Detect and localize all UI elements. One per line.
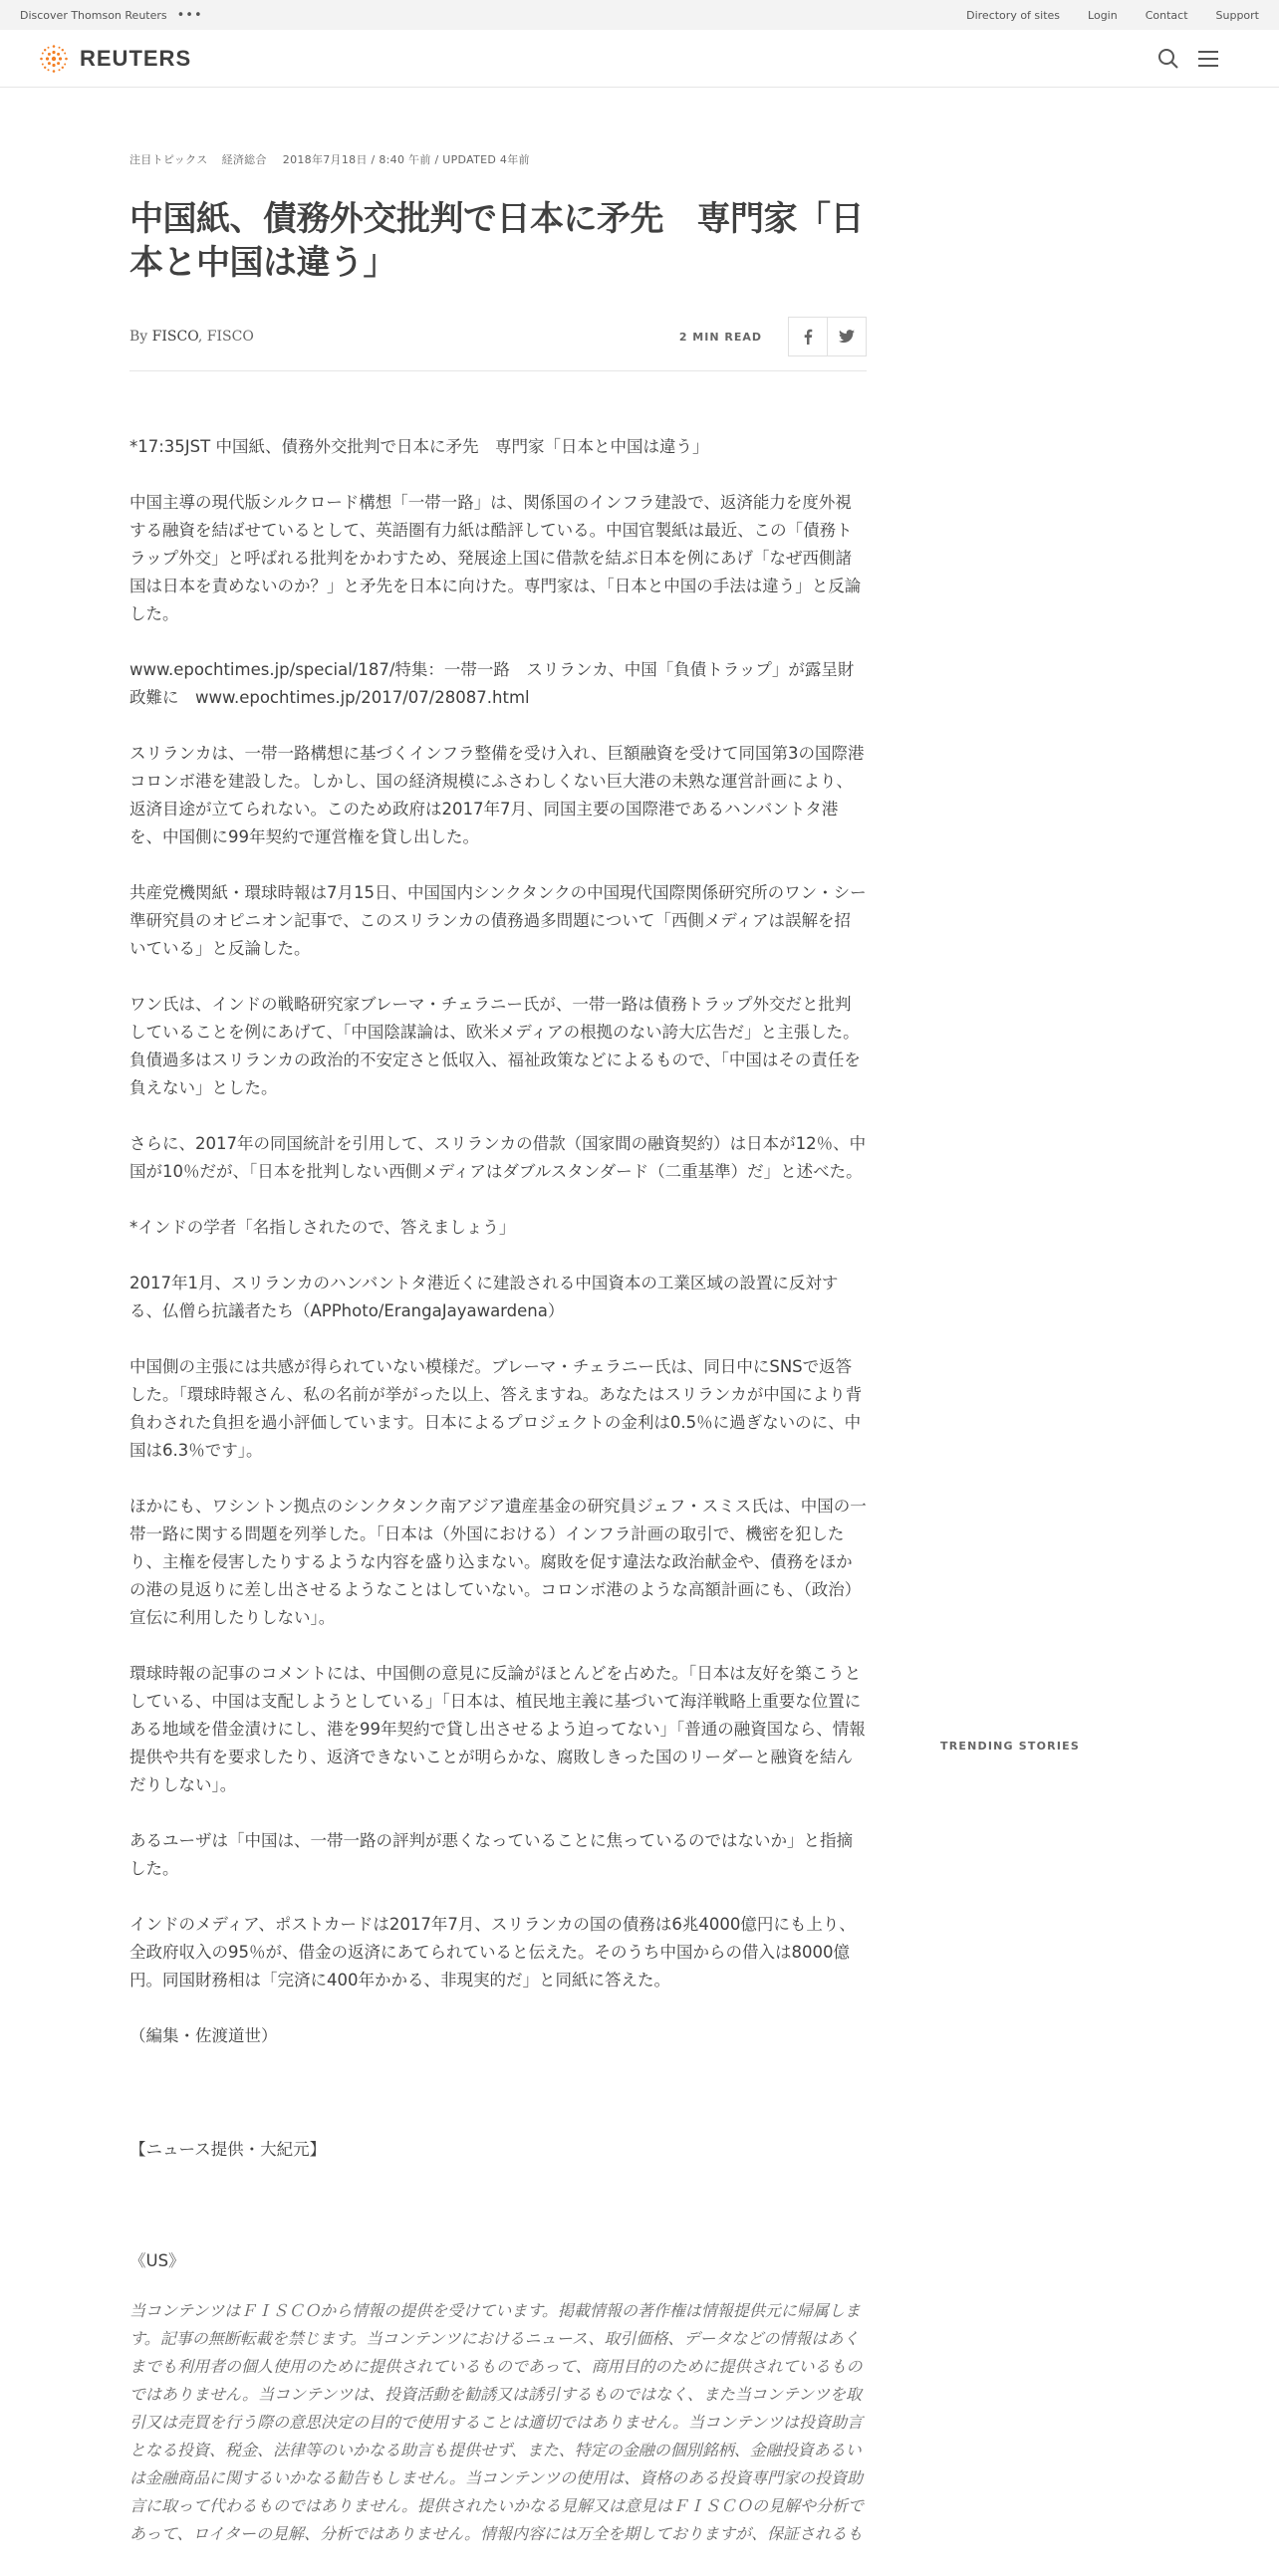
facebook-share-button[interactable] <box>789 318 827 355</box>
byline-row <box>129 317 867 371</box>
author-source: , FISCO <box>197 329 254 345</box>
author-link[interactable]: FISCO <box>151 329 198 345</box>
hamburger-menu-icon[interactable] <box>1197 49 1219 69</box>
disclaimer: 当コンテンツはＦＩＳＣＯから情報の提供を受けています。掲載情報の著作権は情報提供元に帰属します。記事の無断転載を禁じます。当コンテンツにおけるニュース、取引価格、データなどの情報はあくまでも利用者の個人使用のために提供されているものであって、商用目的のために提供されているものではありません。当コンテンツは、投資活動を勧誘又は誘引するものではなく、また当コンテンツを取引又は売買を行う際の意思決定の目的で使用することは適切ではありません。当コンテンツは投資助言となる投資、税金、法律等のいかなる助言も提供せず、また、特定の金融の個別銘柄、金融投資あるいは金融商品に関するいかなる勧告もしません。当コンテンツの使用は、資格のある投資専門家の投資助言に取って代わるものではありません。提供されたいかなる見解又は意見はＦＩＳＣＯの見解や分析であって、ロイターの見解、分析ではありません。情報内容には万全を期しておりますが、保証されるも <box>129 2301 864 2543</box>
login-link[interactable]: Login <box>1088 8 1118 22</box>
article-paragraph: さらに、2017年の同国統計を引用して、スリランカの借款（国家間の融資契約）は日本が12％、中国が10％だが、「日本を批判しない西側メディアはダブルスタンダード（二重基準）だ」と述べた。 <box>129 1134 867 1181</box>
article-meta <box>129 151 867 167</box>
article-paragraph: 環球時報の記事のコメントには、中国側の意見に反論がほとんどを占めた。「日本は友好を築こうとしている、中国は支配しようとしている」「日本は、植民地主義に基づいて海洋戦略上重要な位置にある地域を借金漬けにし、港を99年契約で貸し出させるよう迫ってない」「普通の融資国なら、情報提供や共有を要求したり、返済できないことが明らかな、腐敗しきった国のリーダーと融資を結んだりしない」。 <box>129 1664 866 1794</box>
article-paragraph: 中国側の主張には共感が得られていない模様だ。ブレーマ・チェラニー氏は、同日中にSNSで返答した。「環球時報さん、私の名前が挙がった以上、答えますね。あなたはスリランカが中国により背負わされた負担を過小評価しています。日本によるプロジェクトの金利は0.5％に過ぎないのに、中国は6.3％です」。 <box>129 1357 863 1460</box>
article-title: 中国紙、債務外交批判で日本に矛先 専門家「日本と中国は違う」 <box>129 199 864 283</box>
article-paragraph: 共産党機関紙・環球時報は7月15日、中国国内シンクタンクの中国現代国際関係研究所のワン・シー準研究員のオピニオン記事で、このスリランカの債務過多問題について「西側メディアは誤解を招いている」と反論した。 <box>129 883 867 958</box>
twitter-share-button[interactable] <box>827 318 866 355</box>
category-link[interactable]: 注目トピックス <box>129 153 208 166</box>
article-subheading: *インドの学者「名指しされたので、答えましょう」 <box>129 1218 516 1237</box>
article-body <box>129 433 867 2548</box>
article-paragraph: ワン氏は、インドの戦略研究家ブレーマ・チェラニー氏が、一帯一路は債務トラップ外交だと批判していることを例にあげて、「中国陰謀論は、欧米メディアの根拠のない誇大広告だ」と主張した。負債過多はスリランカの政治的不安定さと低収入、福祉政策などによるもので、「中国はその責任を負えない」とした。 <box>129 995 861 1097</box>
trending-stories-label: TRENDING STORIES <box>940 1740 1080 1753</box>
article-timestamp: 2018年7月18日 / 8:40 午前 / UPDATED 4年前 <box>282 153 530 166</box>
support-link[interactable]: Support <box>1215 8 1259 22</box>
twitter-icon <box>839 330 855 344</box>
editor-credit: （編集・佐渡道世） <box>129 2026 278 2045</box>
article-paragraph: スリランカは、一帯一路構想に基づくインフラ整備を受け入れ、巨額融資を受けて同国第3の国際港コロンボ港を建設した。しかし、国の経済規模にふさわしくない巨大港の未熟な運営計画により、返済目途が立てられない。このため政府は2017年7月、同国主要の国際港であるハンバントタ港を、中国側に99年契約で運営権を貸し出した。 <box>129 744 865 846</box>
article-paragraph-links[interactable]: www.epochtimes.jp/special/187/特集：一帯一路 スリランカ、中国「負債トラップ」が露呈財政難に www.epochtimes.jp/2017/07/28087.html <box>129 660 855 707</box>
site-header <box>0 30 1279 88</box>
discover-link[interactable]: Discover Thomson Reuters <box>20 8 167 22</box>
directory-link[interactable]: Directory of sites <box>966 8 1061 22</box>
article-paragraph: ほかにも、ワシントン拠点のシンクタンク南アジア遺産基金の研究員ジェフ・スミス氏は、中国の一帯一路に関する問題を列挙した。「日本は（外国における）インフラ計画の取引で、機密を犯したり、主権を侵害したりするような内容を盛り込まない。腐敗を促す違法な政治献金や、債務をほかの港の見返りに差し出させるようなことはしていない。コロンボ港のような高額計画にも、（政治）宣伝に利用したりしない」。 <box>129 1497 867 1627</box>
article <box>129 151 867 2576</box>
reuters-logo[interactable] <box>38 43 191 75</box>
byline-prefix: By <box>129 329 148 345</box>
contact-link[interactable]: Contact <box>1145 8 1188 22</box>
logo-wordmark: REUTERS <box>80 45 192 71</box>
more-icon[interactable]: ••• <box>176 7 203 23</box>
news-source: 【ニュース提供・大紀元】 <box>129 2140 327 2159</box>
article-tag: 《US》 <box>129 2251 185 2270</box>
top-utility-bar <box>0 0 1279 30</box>
article-paragraph: インドのメディア、ポストカードは2017年7月、スリランカの国の債務は6兆4000億円にも上り、全政府収入の95％が、借金の返済にあてられていると伝えた。そのうち中国からの借入は8000億円。同国財務相は「完済に400年かかる、非現実的だ」と同紙に答えた。 <box>129 1915 856 1990</box>
read-time: 2 MIN READ <box>678 330 762 344</box>
search-icon[interactable] <box>1157 48 1179 70</box>
article-paragraph: 中国主導の現代版シルクロード構想「一帯一路」は、関係国のインフラ建設で、返済能力を度外視する融資を結ばせているとして、英語圏有力紙は酷評している。中国官製紙は最近、この「債務トラップ外交」と呼ばれる批判をかわすため、発展途上国に借款を結ぶ日本を例にあげ「なぜ西側諸国は日本を責めないのか？」と矛先を日本に向けた。専門家は、「日本と中国の手法は違う」と反論した。 <box>129 493 862 623</box>
photo-caption: 2017年1月、スリランカのハンバントタ港近くに建設される中国資本の工業区域の設置に反対する、仏僧ら抗議者たち（APPhoto/ErangaJayawardena） <box>129 1274 839 1320</box>
reuters-logo-icon <box>38 43 70 75</box>
byline <box>129 329 254 345</box>
article-paragraph: *17:35JST 中国紙、債務外交批判で日本に矛先 専門家「日本と中国は違う」 <box>129 437 709 456</box>
article-paragraph: あるユーザは「中国は、一帯一路の評判が悪くなっていることに焦っているのではないか」と指摘した。 <box>129 1831 853 1878</box>
facebook-icon <box>803 329 813 345</box>
share-buttons <box>788 317 867 356</box>
category-link[interactable]: 経済総合 <box>221 153 267 166</box>
